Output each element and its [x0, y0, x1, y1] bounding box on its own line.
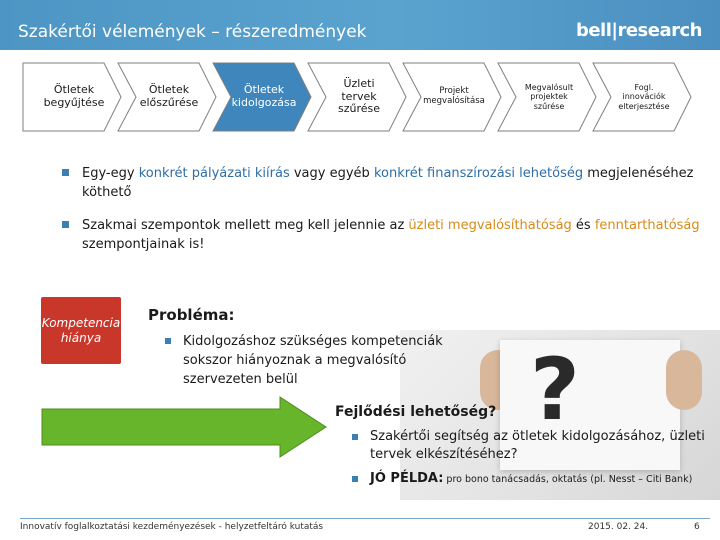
- slide-title: Szakértői vélemények – részeredmények: [18, 22, 367, 42]
- bullet-business: [60, 216, 700, 254]
- process-step-label: Fogl. innovációk elterjesztése: [618, 83, 670, 111]
- process-step-label: Ötletek kidolgozása: [231, 83, 297, 109]
- text-segment: vagy egyéb: [289, 166, 374, 181]
- competence-box: Kompetencia hiánya: [41, 297, 121, 364]
- process-step-1: [22, 62, 122, 132]
- highlight-sustainability: fenntarthatóság: [594, 218, 700, 233]
- development-bullet-expert: Szakértői segítség az ötletek kidolgozásához, üzleti tervek elkészítéséhez?: [350, 428, 710, 464]
- main-bullets: [60, 164, 700, 268]
- bullet-financing: [60, 164, 700, 202]
- problem-title: Probléma:: [148, 306, 235, 324]
- process-step-7: [592, 62, 692, 132]
- green-arrow-icon: [40, 395, 330, 459]
- process-chevrons: [22, 62, 712, 132]
- development-title: Fejlődési lehetőség?: [335, 404, 497, 420]
- header-bar: [0, 0, 720, 50]
- footer-divider: [20, 518, 710, 519]
- hand-right: [666, 350, 702, 410]
- process-step-label: Megvalósult projektek szűrése: [524, 83, 574, 111]
- process-step-2: [117, 62, 217, 132]
- process-step-label: Ötletek begyűjtése: [43, 83, 105, 109]
- development-bullet-example: [350, 470, 710, 489]
- page-number: 6: [694, 522, 700, 532]
- text-segment: és: [571, 218, 595, 233]
- process-step-5: [402, 62, 502, 132]
- good-example-label: JÓ PÉLDA:: [370, 471, 444, 486]
- process-step-4: [307, 62, 407, 132]
- highlight-financing: konkrét finanszírozási lehetőség: [373, 166, 584, 181]
- process-step-label: Üzleti tervek szűrése: [337, 77, 381, 116]
- text-segment: Szakmai szempontok mellett meg kell jelennie az: [82, 218, 409, 233]
- process-step-6: [497, 62, 597, 132]
- good-example-text: pro bono tanácsadás, oktatás (pl. Nesst – Citi Bank): [443, 474, 693, 485]
- footer-date: 2015. 02. 24.: [588, 522, 649, 532]
- process-step-3: [212, 62, 312, 132]
- text-segment: Egy-egy: [82, 166, 139, 181]
- process-step-label: Projekt megvalósítása: [423, 86, 485, 106]
- problem-bullet: Kidolgozáshoz szükséges kompetenciák sokszor hiányoznak a megvalósító szervezeten belül: [163, 332, 443, 389]
- highlight-tender: konkrét pályázati kiírás: [138, 166, 290, 181]
- text-segment: szempontjainak is!: [82, 237, 205, 252]
- company-logo: bell|research: [575, 20, 702, 41]
- footer-text: Innovatív foglalkoztatási kezdeményezések - helyzetfeltáró kutatás: [20, 522, 324, 532]
- highlight-feasibility: üzleti megvalósíthatóság: [408, 218, 572, 233]
- text-segment: megjelenéséhez köthető: [82, 166, 694, 200]
- question-mark-icon: ?: [530, 340, 580, 440]
- process-step-label: Ötletek előszűrése: [139, 83, 199, 109]
